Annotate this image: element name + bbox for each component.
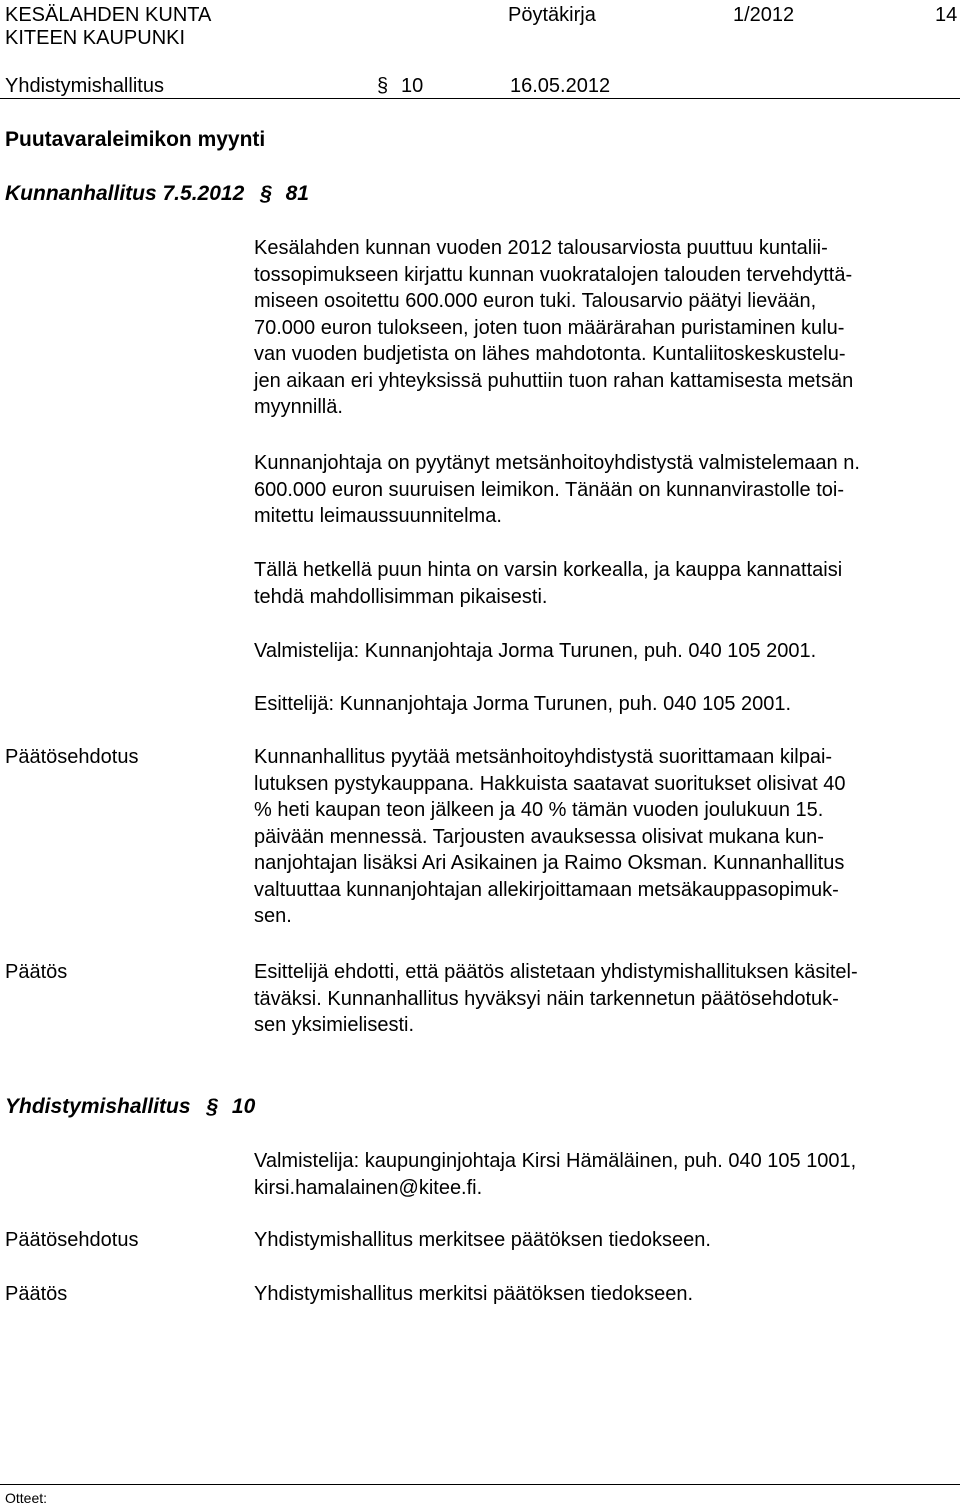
proposal-label: Päätösehdotus	[5, 746, 139, 768]
header-section-number: 10	[401, 75, 424, 97]
text-line: Kesälahden kunnan vuoden 2012 talousarviosta puuttuu kuntalii-	[254, 237, 828, 259]
text-line: Kunnanhallitus pyytää metsänhoitoyhdistystä suorittamaan kilpai-	[254, 746, 833, 768]
text-line: Tällä hetkellä puun hinta on varsin korkealla, ja kauppa kannattaisi	[254, 559, 843, 581]
text-line: jen aikaan eri yhteyksissä puhuttiin tuon rahan kattamisesta metsän	[254, 369, 854, 392]
header-body-name: Yhdistymishallitus	[5, 75, 164, 97]
text-line: sen yksimielisesti.	[254, 1014, 415, 1036]
text-line: myynnillä.	[254, 396, 343, 418]
yh-decision-label: Päätös	[5, 1283, 68, 1305]
org-name-line1: KESÄLAHDEN KUNTA	[5, 4, 212, 26]
background-paragraph-1	[254, 235, 853, 421]
footer-label: Otteet:	[5, 1490, 48, 1506]
decision-label: Päätös	[5, 961, 68, 983]
section-symbol: §	[377, 75, 389, 97]
yh-section-heading	[5, 1095, 255, 1119]
text-line: valtuuttaa kunnanjohtajan allekirjoittamaan metsäkauppasopimuk-	[254, 878, 839, 901]
header-divider	[0, 98, 960, 99]
presenter-line: Esittelijä: Kunnanjohtaja Jorma Turunen, puh. 040 105 2001.	[254, 693, 792, 715]
text-line: Kunnanjohtaja on pyytänyt metsänhoitoyhdistystä valmistelemaan n.	[254, 452, 860, 474]
text-line: % heti kaupan teon jälkeen ja 40 % tämän vuoden joulukuun 15.	[254, 799, 824, 821]
background-paragraph-2	[254, 450, 860, 530]
yh-heading-name: Yhdistymishallitus	[5, 1095, 191, 1118]
proposal-text	[254, 744, 845, 930]
text-line: päivään mennessä. Tarjousten avauksessa olisivat mukana kun-	[254, 825, 824, 848]
text-line: miseen osoitettu 600.000 euron tuki. Talousarvio päätyi lievään,	[254, 290, 817, 312]
yh-proposal-text: Yhdistymishallitus merkitsee päätöksen tiedokseen.	[254, 1229, 711, 1251]
subject-title: Puutavaraleimikon myynti	[5, 128, 266, 151]
footer-divider	[0, 1484, 960, 1485]
text-line: mitettu leimaussuunnitelma.	[254, 505, 502, 527]
section-symbol: §	[206, 1095, 219, 1118]
text-line: 600.000 euron suuruisen leimikon. Tänään on kunnanvirastolle toi-	[254, 478, 845, 501]
text-line: lutuksen pystykauppana. Hakkuista saatavat suoritukset olisivat 40	[254, 772, 846, 795]
text-line: täväksi. Kunnanhallitus hyväksyi näin tarkennetun päätösehdotuk-	[254, 987, 839, 1010]
text-line: tehdä mahdollisimman pikaisesti.	[254, 585, 548, 608]
decision-text	[254, 959, 858, 1039]
org-name-line2: KITEEN KAUPUNKI	[5, 27, 186, 49]
text-line: sen.	[254, 905, 292, 927]
text-line: tossopimukseen kirjattu kunnan vuokratalojen talouden tervehdyttä-	[254, 263, 853, 286]
meeting-name: Kunnanhallitus 7.5.2012	[5, 182, 245, 205]
header-date: 16.05.2012	[510, 75, 611, 97]
yh-decision-text: Yhdistymishallitus merkitsi päätöksen tiedokseen.	[254, 1283, 694, 1305]
background-paragraph-3	[254, 557, 842, 610]
text-line: Valmistelija: kaupunginjohtaja Kirsi Hämäläinen, puh. 040 105 1001,	[254, 1150, 857, 1172]
doc-number: 1/2012	[733, 4, 795, 26]
meeting-reference	[5, 182, 309, 206]
text-line: Esittelijä ehdotti, että päätös alistetaan yhdistymishallituksen käsitel-	[254, 961, 858, 983]
preparer-line: Valmistelija: Kunnanjohtaja Jorma Turunen, puh. 040 105 2001.	[254, 640, 817, 662]
text-line: 70.000 euron tulokseen, joten tuon määrärahan puristaminen kulu-	[254, 316, 845, 339]
page-number: 14	[935, 4, 958, 26]
meeting-section-number: 81	[285, 182, 309, 205]
yh-section-number: 10	[231, 1095, 256, 1118]
email-line: kirsi.hamalainen@kitee.fi.	[254, 1176, 483, 1199]
yh-preparer	[254, 1148, 856, 1201]
section-symbol: §	[260, 182, 272, 205]
yh-proposal-label: Päätösehdotus	[5, 1229, 139, 1251]
text-line: van vuoden budjetista on lähes mahdotonta. Kuntaliitoskeskustelu-	[254, 343, 846, 365]
doc-type: Pöytäkirja	[508, 4, 596, 26]
text-line: nanjohtajan lisäksi Ari Asikainen ja Raimo Oksman. Kunnanhallitus	[254, 852, 845, 874]
